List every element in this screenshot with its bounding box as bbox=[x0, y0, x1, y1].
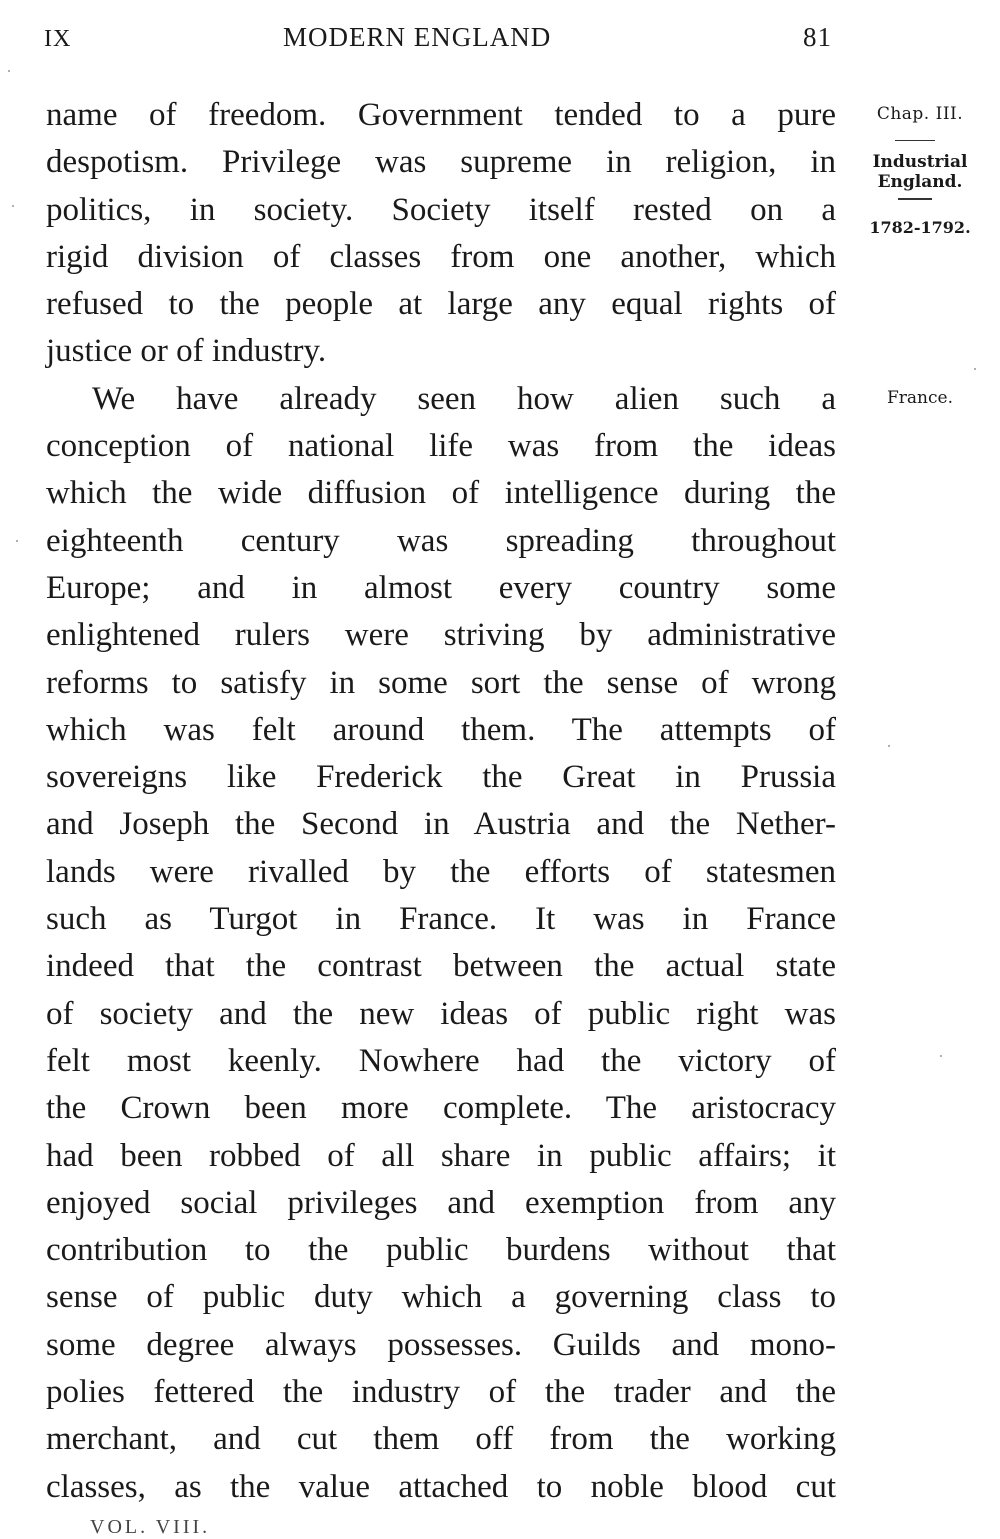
text-line: despotism. Privilege was supreme in religion, in bbox=[46, 144, 836, 181]
footer-signature: VOL. VIII. bbox=[90, 1516, 211, 1538]
text-line: refused to the people at large any equal rights of bbox=[46, 286, 836, 323]
text-line: contribution to the public burdens without that bbox=[46, 1232, 836, 1269]
paper-speck bbox=[16, 540, 18, 542]
text-line: sense of public duty which a governing class to bbox=[46, 1279, 836, 1316]
text-line: politics, in society. Society itself rested on a bbox=[46, 191, 836, 228]
text-line: some degree always possesses. Guilds and mono- bbox=[46, 1326, 836, 1363]
margin-note-chapter: Chap. III. bbox=[876, 104, 964, 124]
margin-note-years: 1782-1792. bbox=[869, 218, 971, 237]
paper-speck bbox=[12, 205, 14, 207]
text-line: polies fettered the industry of the trader and the bbox=[46, 1374, 836, 1411]
text-line: the Crown been more complete. The aristocracy bbox=[46, 1090, 836, 1127]
text-line: indeed that the contrast between the actual state bbox=[46, 948, 836, 985]
running-head bbox=[0, 22, 1000, 58]
text-line: and Joseph the Second in Austria and the Nether- bbox=[46, 806, 836, 843]
text-line: classes, as the value attached to noble blood cut bbox=[46, 1468, 836, 1505]
paper-speck bbox=[974, 368, 976, 370]
paragraph-2 bbox=[46, 376, 836, 1511]
text-line: such as Turgot in France. It was in France bbox=[46, 901, 836, 938]
paragraph-1 bbox=[46, 92, 836, 376]
text-line: had been robbed of all share in public affairs; it bbox=[46, 1137, 836, 1174]
text-line: lands were rivalled by the efforts of statesmen bbox=[46, 853, 836, 890]
paper-speck bbox=[888, 745, 890, 747]
margin-note-section: France. bbox=[887, 388, 953, 408]
running-title: MODERN ENGLAND bbox=[283, 22, 552, 52]
text-line: enjoyed social privileges and exemption from any bbox=[46, 1184, 836, 1221]
margin-note-topic: Industrial England. bbox=[872, 152, 968, 192]
text-line: enlightened rulers were striving by administrative bbox=[46, 617, 836, 654]
paper-speck bbox=[940, 1055, 942, 1057]
text-line: rigid division of classes from one another, which bbox=[46, 238, 836, 275]
text-line: sovereigns like Frederick the Great in Prussia bbox=[46, 759, 836, 796]
page-number: 81 bbox=[803, 22, 832, 52]
margin-rule bbox=[898, 198, 932, 200]
body-text bbox=[46, 92, 836, 1511]
paper-speck bbox=[8, 70, 10, 72]
text-line: name of freedom. Government tended to a pure bbox=[46, 97, 836, 133]
text-line: We have already seen how alien such a bbox=[92, 380, 836, 417]
text-line: merchant, and cut them off from the working bbox=[46, 1421, 836, 1458]
text-line: reforms to satisfy in some sort the sense of wrong bbox=[46, 664, 836, 701]
text-line: which was felt around them. The attempts of bbox=[46, 711, 836, 748]
text-line: of society and the new ideas of public right was bbox=[46, 995, 836, 1032]
text-line: justice or of industry. bbox=[46, 333, 327, 370]
chapter-numeral: IX bbox=[44, 26, 72, 52]
text-line: felt most keenly. Nowhere had the victory of bbox=[46, 1042, 836, 1079]
text-line: eighteenth century was spreading throughout bbox=[46, 522, 836, 559]
margin-rule bbox=[895, 140, 935, 141]
text-line: conception of national life was from the ideas bbox=[46, 428, 836, 465]
text-line: Europe; and in almost every country some bbox=[46, 569, 836, 606]
text-line: which the wide diffusion of intelligence during the bbox=[46, 475, 836, 512]
